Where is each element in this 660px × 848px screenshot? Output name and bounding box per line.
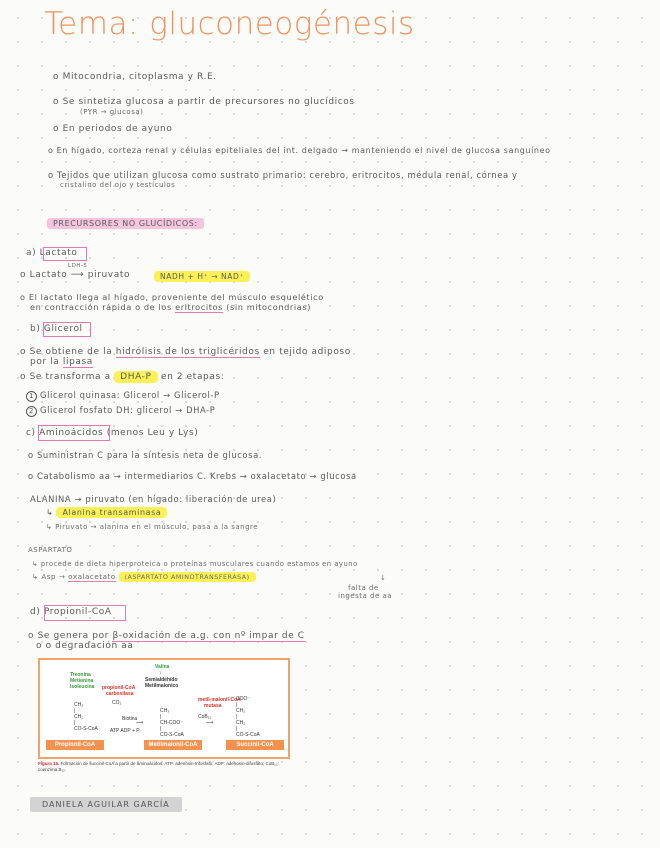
lactato-reaction: o Lactato ⟶ piruvato: [20, 270, 131, 280]
structure-3: COO⁻ | CH₂ | CH₂ | CO-S-CoA: [236, 696, 260, 738]
atp-label: ATP ADP + Pᵢ: [110, 728, 141, 734]
biotina-label: Biotina: [122, 716, 138, 722]
enzyme-2-line-1: metil-malonil-CoA: [198, 697, 241, 703]
alanina-line: ALANINA → piruvato (en hígado: liberación de urea): [30, 494, 277, 504]
aminoacidos-line-2: o Catabolismo aa → intermediarios C. Krebs → oxalacetato → glucosa: [28, 471, 357, 481]
aa-treonina: Treonina: [70, 672, 91, 678]
glicerol-step-1: 1 Glicerol quinasa: Glicerol → Glicerol-P: [26, 390, 220, 402]
bullet-organs: o En hígado, corteza renal y células epiteliales del int. delgado → manteniendo el nivel de glucosa sanguíneo: [48, 146, 551, 155]
enzyme-1-line-2: carboxilasa: [106, 691, 134, 697]
aspartato-head: ASPARTATO: [28, 546, 73, 554]
arrow-right-icon-2: ⟶: [206, 720, 214, 726]
propionil-box: [44, 605, 126, 621]
aspartato-sub-2: ↳ Asp → oxalacetato (ASPARTATO AMINOTRANSFERASA): [32, 572, 256, 581]
glicerol-line-3: o Se transforma a DHA-P en 2 etapas:: [20, 372, 225, 382]
structure-2: CH₃ | CH-COO⁻ | CO-S-CoA: [160, 708, 184, 738]
lactato-enzyme: LDH-5: [68, 263, 88, 269]
arrow-right-icon: ⟶: [136, 720, 144, 726]
aspartato-note-1: falta de: [348, 584, 379, 592]
bullet-tissues: o Tejidos que utilizan glucosa como sustrato primario: cerebro, eritrocitos, médula renal, córnea y: [48, 170, 518, 180]
bullet-location: o Mitocondria, citoplasma y R.E.: [53, 72, 217, 82]
aspartato-sub-1: ↳ procede de dieta hiperproteica o proteínas musculares cuando estamos en ayuno: [32, 560, 358, 568]
propionil-line-1: o Se genera por β-oxidación de a.g. con nº impar de C: [28, 631, 305, 641]
lactato-note-1: o El lactato llega al hígado, proveniente del músculo esquelético: [20, 292, 324, 302]
section-lactato-label: a) Lactato: [26, 248, 78, 258]
bullet-tissues-cont: cristalino del ojo y testículos: [60, 181, 176, 189]
semialdehido-1: Semialdehído: [145, 677, 178, 683]
box-metilmalonil: Metilmalonil-CoA: [144, 740, 202, 750]
lactato-note-2: en contracción rápida o de los eritrocitos (sin mitocondrias): [30, 302, 312, 312]
semialdehido-2: Metilmalonico: [145, 683, 179, 689]
aminoacidos-box: [38, 425, 110, 441]
author-signature: DANIELA AGUILAR GARCÍA: [30, 797, 182, 812]
enzyme-2-line-2: mutasa: [204, 703, 222, 709]
bullet-synthesis: o Se sintetiza glucosa a partir de precursores no glucídicos: [53, 97, 355, 107]
section-glicerol-label: b) Glicerol: [30, 324, 83, 334]
page-title: Tema: gluconeogénesis: [44, 6, 415, 42]
aa-metionina: Metionina: [70, 678, 94, 684]
glicerol-line-2: por la lipasa: [30, 357, 93, 367]
aa-isoleucina: Isoleucina: [70, 684, 95, 690]
glicerol-line-1: o Se obtiene de la hidrólisis de los triglicéridos en tejido adiposo: [20, 347, 351, 357]
propionil-line-2: o o degradación aa: [36, 641, 134, 651]
glicerol-box: [43, 322, 91, 337]
arrow-down-icon: ↓: [159, 670, 162, 676]
pathway-figure: [38, 658, 290, 759]
section-aminoacidos-label: c) Aminoácidos (menos Leu y Lys): [26, 428, 199, 438]
aa-valina: Valina: [155, 664, 170, 670]
alanina-sub-1: ↳ Alanina transaminasa: [46, 508, 167, 517]
box-succinil: Succinil-CoA: [226, 740, 284, 750]
precursors-heading: PRECURSORES NO GLUCÍDICOS:: [47, 219, 204, 228]
structure-1: CH₃ | CH₂ | CO-S-CoA: [74, 702, 98, 732]
co2-label: CO₂: [112, 700, 122, 706]
lactato-box: [43, 247, 87, 261]
lactato-cofactor: NADH + H⁺ → NAD⁺: [154, 272, 250, 281]
enzyme-1-line-1: propionil-CoA: [102, 685, 136, 691]
aspartato-arrow: ↓: [380, 574, 387, 582]
figure-caption: Figura 15. Formación de succinil-CoA a partir de aminoácidos. ATP: adenosin-trifosfato; ADP: adenosin-difosfato; CoB₁₂: coenzima B₁₂.: [38, 761, 279, 772]
bullet-fasting: o En periodos de ayuno: [53, 124, 173, 134]
box-propionil: Propionil-CoA: [46, 740, 104, 750]
cob12-label: CoB₁₂: [198, 714, 212, 720]
aminoacidos-line-1: o Suministran C para la síntesis neta de glucosa.: [28, 450, 263, 460]
aspartato-note-2: ingesta de aa: [338, 592, 393, 600]
bullet-synthesis-note: (PYR → glucosa): [80, 108, 144, 116]
alanina-sub-2: ↳ Piruvato → alanina en el músculo, pasa a la sangre: [46, 523, 259, 531]
glicerol-step-2: 2 Glicerol fosfato DH: glicerol → DHA-P: [26, 405, 215, 417]
section-propionil-label: d) Propionil-CoA: [30, 607, 112, 617]
